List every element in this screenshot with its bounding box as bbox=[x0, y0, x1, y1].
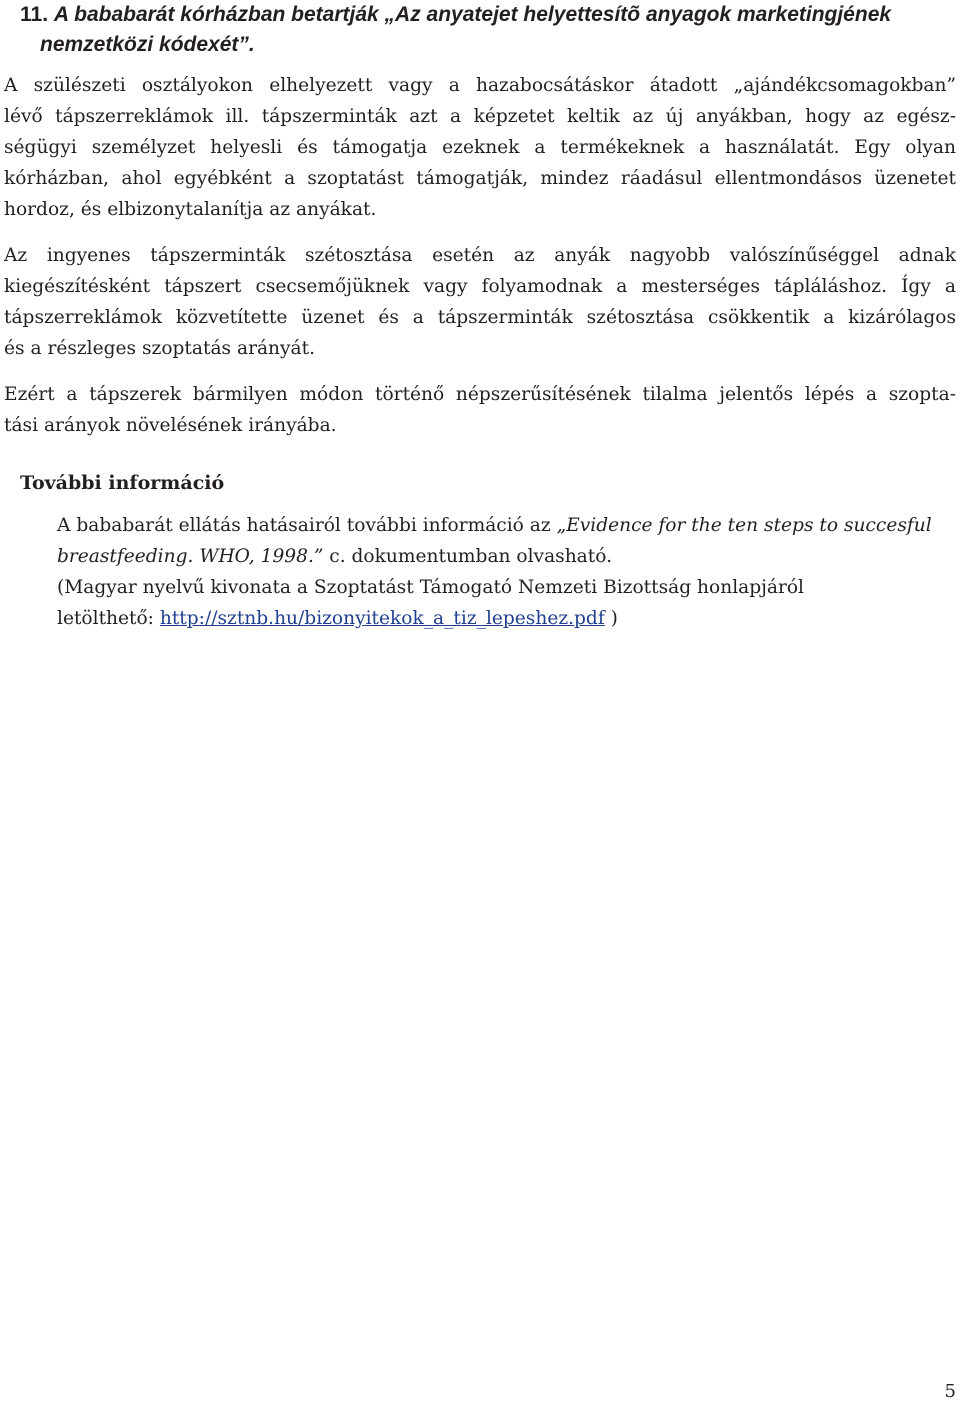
paragraph-line: Az ingyenes tápszerminták szétosztása esetén az anyák nagyobb valószínűséggel adnak bbox=[4, 245, 956, 266]
paragraph-line: kiegészítésként tápszert csecsemőjüknek vagy folyamodnak a mesterséges tápláláshoz. Így a bbox=[4, 276, 956, 297]
info-line-4-suffix: ) bbox=[604, 608, 618, 629]
page-number: 5 bbox=[944, 1381, 956, 1402]
paragraph-line: tási arányok növelésének irányába. bbox=[4, 415, 337, 436]
section-number: 11. bbox=[20, 3, 49, 26]
info-line-2 bbox=[57, 541, 947, 572]
paragraph-line: lévő tápszerreklámok ill. tápszerminták azt a képzetet keltik az új anyákban, hogy az egész- bbox=[4, 106, 956, 127]
paragraph-line: tápszerreklámok közvetítette üzenet és a tápszerminták szétosztása csökkentik a kizárólagos bbox=[4, 307, 956, 328]
who-reference-source: breastfeeding. WHO, 1998.” bbox=[57, 546, 324, 567]
paragraph-3 bbox=[4, 379, 956, 441]
pdf-download-link[interactable]: http://sztnb.hu/bizonyitekok_a_tiz_lepeshez.pdf bbox=[159, 608, 605, 629]
info-line-3: (Magyar nyelvű kivonata a Szoptatást Támogató Nemzeti Bizottság honlapjáról bbox=[57, 577, 805, 598]
info-line-4 bbox=[57, 603, 947, 634]
paragraph-line: Ezért a tápszerek bármilyen módon történő népszerűsítésének tilalma jelentős lépés a szopta- bbox=[4, 384, 956, 405]
section-title-line-1: A bababarát kórházban betartják „Az anyatejet helyettesítõ anyagok marketingjének bbox=[53, 3, 892, 26]
paragraph-line: kórházban, ahol egyébként a szoptatást támogatják, mindez ráadásul ellentmondásos üzenetet bbox=[4, 168, 956, 189]
info-line-1 bbox=[57, 510, 947, 541]
paragraph-line: hordoz, és elbizonytalanítja az anyákat. bbox=[4, 199, 377, 220]
paragraph-2 bbox=[4, 240, 956, 364]
section-title-line-2: nemzetközi kódexét”. bbox=[40, 33, 255, 56]
section-heading bbox=[20, 0, 940, 60]
section-heading-line-1 bbox=[20, 3, 891, 26]
paragraph-line: A szülészeti osztályokon elhelyezett vagy a hazabocsátáskor átadott „ajándékcsomagokban” bbox=[4, 75, 956, 96]
paragraph-line: és a részleges szoptatás arányát. bbox=[4, 338, 316, 359]
info-line-4-prefix: letölthető: bbox=[57, 608, 160, 629]
who-reference-title: „Evidence for the ten steps to succesful bbox=[556, 515, 932, 536]
further-info-block bbox=[57, 510, 947, 634]
paragraph-1 bbox=[4, 70, 956, 225]
info-line-1-prefix: A bababarát ellátás hatásairól további információ az bbox=[57, 515, 557, 536]
info-line-2-suffix: c. dokumentumban olvasható. bbox=[323, 546, 613, 567]
further-info-heading: További információ bbox=[20, 472, 225, 494]
paragraph-line: ségügyi személyzet helyesli és támogatja ezeknek a termékeknek a használatát. Egy olyan bbox=[4, 137, 956, 158]
